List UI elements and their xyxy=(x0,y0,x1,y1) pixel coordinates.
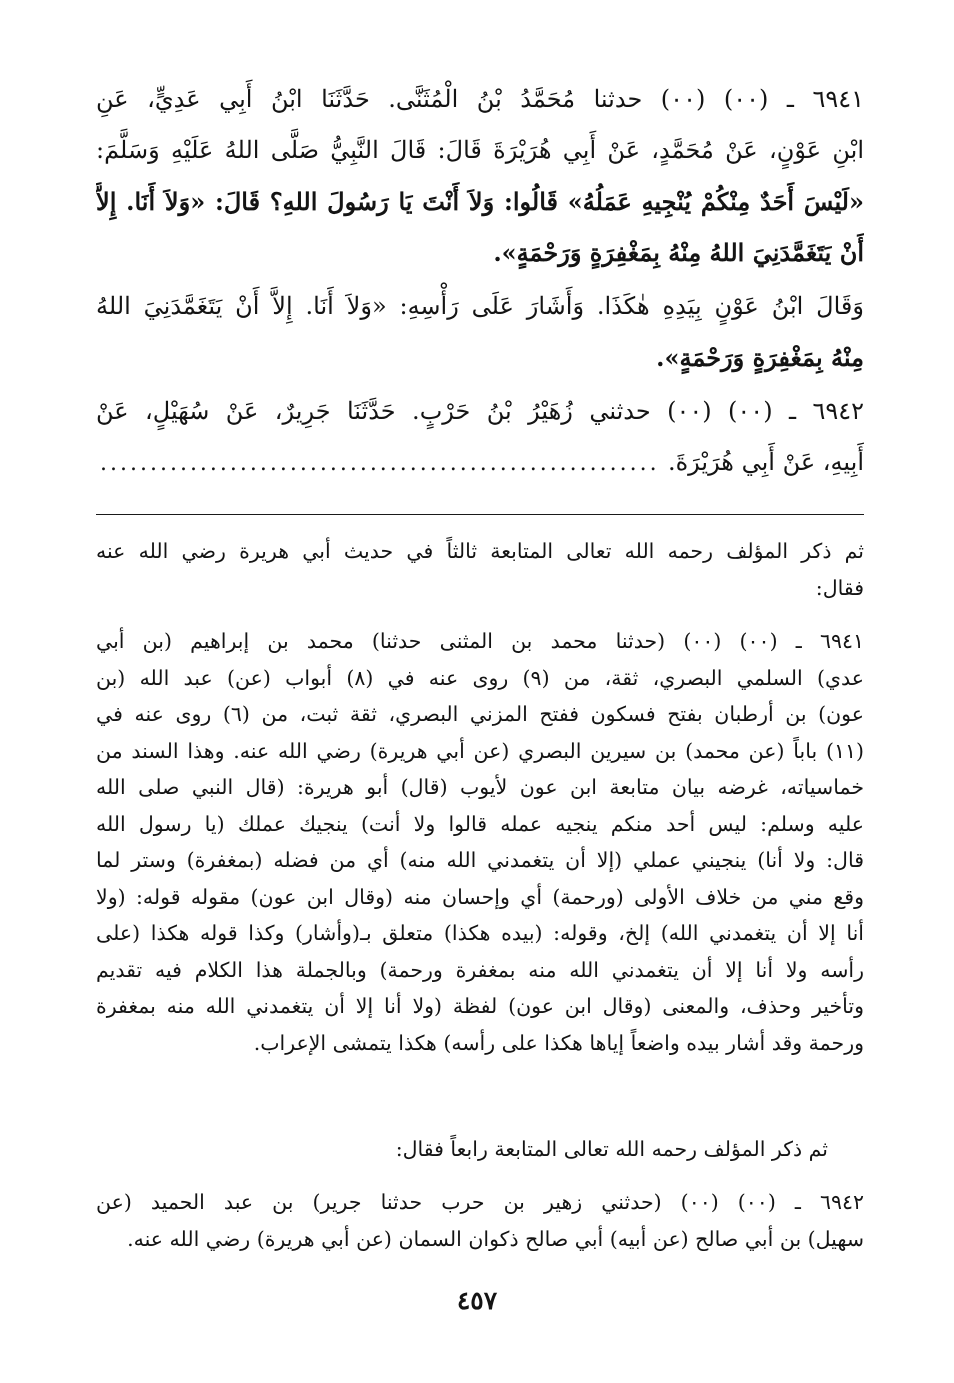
commentary-line: ورحمة وقد أشار بيده واضعاً إياها هكذا على رأسه) هكذا يتمشى الإعراب. xyxy=(253,1030,864,1055)
commentary-line: (١١) باباً (عن محمد) بن سيرين البصري (عن أبي هريرة) رضي الله عنه. وهذا السند من xyxy=(96,738,864,763)
commentary-line: ٦٩٤١ ـ (٠٠) (٠٠) (حدثنا محمد بن المثنى حدثنا) محمد بن إبراهيم (بن أبي xyxy=(96,629,864,653)
commentary-line: عون) بن أرطبان بفتح فسكون ففتح المزني البصري، ثقة ثبت، من (٦) روى عنه في xyxy=(96,702,864,726)
commentary-line: رأسه ولا أنا إلا أن يتغمدني الله منه بمغفرة ورحمة) وبالجملة هذا الكلام فيه تقديم xyxy=(96,957,864,982)
commentary-line: ثم ذكر المؤلف رحمه الله تعالى المتابعة ثالثاً في حديث أبي هريرة رضي الله عنه xyxy=(96,539,864,563)
commentary-line: عليه وسلم: ليس أحد منكم ينجيه عمله قالوا ولا أنت) ينجيك عملك (يا رسول الله xyxy=(96,811,864,836)
hadith-line: أَنْ يَتَغَمَّدَنِيَ اللهُ مِنْهُ بِمَغْفِرَةٍ وَرَحْمَةٍ». xyxy=(493,238,864,267)
commentary-body-6942 xyxy=(96,1184,864,1257)
commentary-line: وتأخير وحذف، والمعنى (وقال ابن عون) لفظة (ولا أنا إلا أن يتغمدني الله منه بمغفرة xyxy=(96,994,864,1018)
hadith-line: مِنْهُ بِمَغْفِرَةٍ وَرَحْمَةٍ». xyxy=(656,343,864,372)
commentary-body-6941 xyxy=(96,623,864,1061)
footnote-separator xyxy=(96,514,864,515)
commentary-intro-1 xyxy=(96,533,864,606)
hadith-line: ٦٩٤٢ ـ (٠٠) (٠٠) حدثني زُهَيْرُ بْنُ حَرْبٍ. حَدَّثَنَا جَرِيرٌ، عَنْ سُهَيْلٍ، عَنْ xyxy=(96,397,864,425)
commentary-intro-2 xyxy=(96,1131,864,1168)
commentary-line: فقال: xyxy=(815,575,864,600)
commentary-line: ٦٩٤٢ ـ (٠٠) (٠٠) (حدثني زهير بن حرب حدثنا جرير) بن عبد الحميد (عن xyxy=(96,1190,864,1214)
commentary-line: أنا إلا أن يتغمدني الله) إلخ، وقوله: (بيده هكذا) متعلق بـ(وأشار) وكذا قوله هكذا (على xyxy=(96,921,864,945)
hadith-line: ابْنِ عَوْنٍ، عَنْ مُحَمَّدٍ، عَنْ أَبِي هُرَيْرَةَ قَالَ: قَالَ النَّبِيُّ صَلَّى اللهُ عَلَيْهِ وَسَلَّمَ: xyxy=(96,136,864,164)
commentary-line: خماسياته، غرضه بيان متابعة ابن عون لأيوب (قال) أبو هريرة: (قال النبي صلى الله xyxy=(96,775,864,799)
hadith-paragraph-ibn-awn xyxy=(96,281,864,383)
hadith-line: أَبِيهِ، عَنْ أَبِي هُرَيْرَةَ. xyxy=(667,448,864,476)
commentary-line: قال: ولا أنا) ينجيني عملي (إلا أن يتغمدني الله منه) أي من فضله (بمغفرة) وستر لما xyxy=(96,848,864,872)
hadith-line: ٦٩٤١ ـ (٠٠) (٠٠) حدثنا مُحَمَّدُ بْنُ الْمُثَنَّى. حَدَّثَنَا ابْنُ أَبِي عَدِيٍّ، عَنِ xyxy=(96,85,864,113)
commentary-line: عدي) السلمي البصري، ثقة، من (٩) روى عنه في (٨) أبواب (عن) عبد الله (بن xyxy=(96,665,864,690)
commentary-line: ثم ذكر المؤلف رحمه الله تعالى المتابعة رابعاً فقال: xyxy=(395,1137,828,1161)
commentary-line: وقع مني من خلاف الأولى (ورحمة) أي وإحسان منه (وقال ابن عون) مقوله قوله: (ولا xyxy=(96,884,864,909)
hadith-line: «لَيْسَ أَحَدٌ مِنْكُمْ يُنْجِيهِ عَمَلُهُ» قَالُوا: وَلاَ أَنْتَ يَا رَسُولَ اللهِ؟ قَالَ: «وَلاَ أَنَا. إِلاَّ xyxy=(96,187,864,216)
hadith-paragraph-6941 xyxy=(96,74,864,278)
commentary-line: سهيل) بن أبي صالح (عن أبيه) أبي صالح ذكوان السمان (عن أبي هريرة) رضي الله عنه. xyxy=(127,1226,864,1251)
ellipsis-dots: ........................................................ xyxy=(100,452,660,476)
hadith-line: وَقَالَ ابْنُ عَوْنٍ بِيَدِهِ هٰكَذَا. وَأَشَارَ عَلَى رَأْسِهِ: «وَلاَ أَنَا. إِلاَّ أَنْ يَتَغَمَّدَنِيَ اللهُ xyxy=(96,292,864,320)
page-number: ٤٥٧ xyxy=(456,1286,498,1315)
